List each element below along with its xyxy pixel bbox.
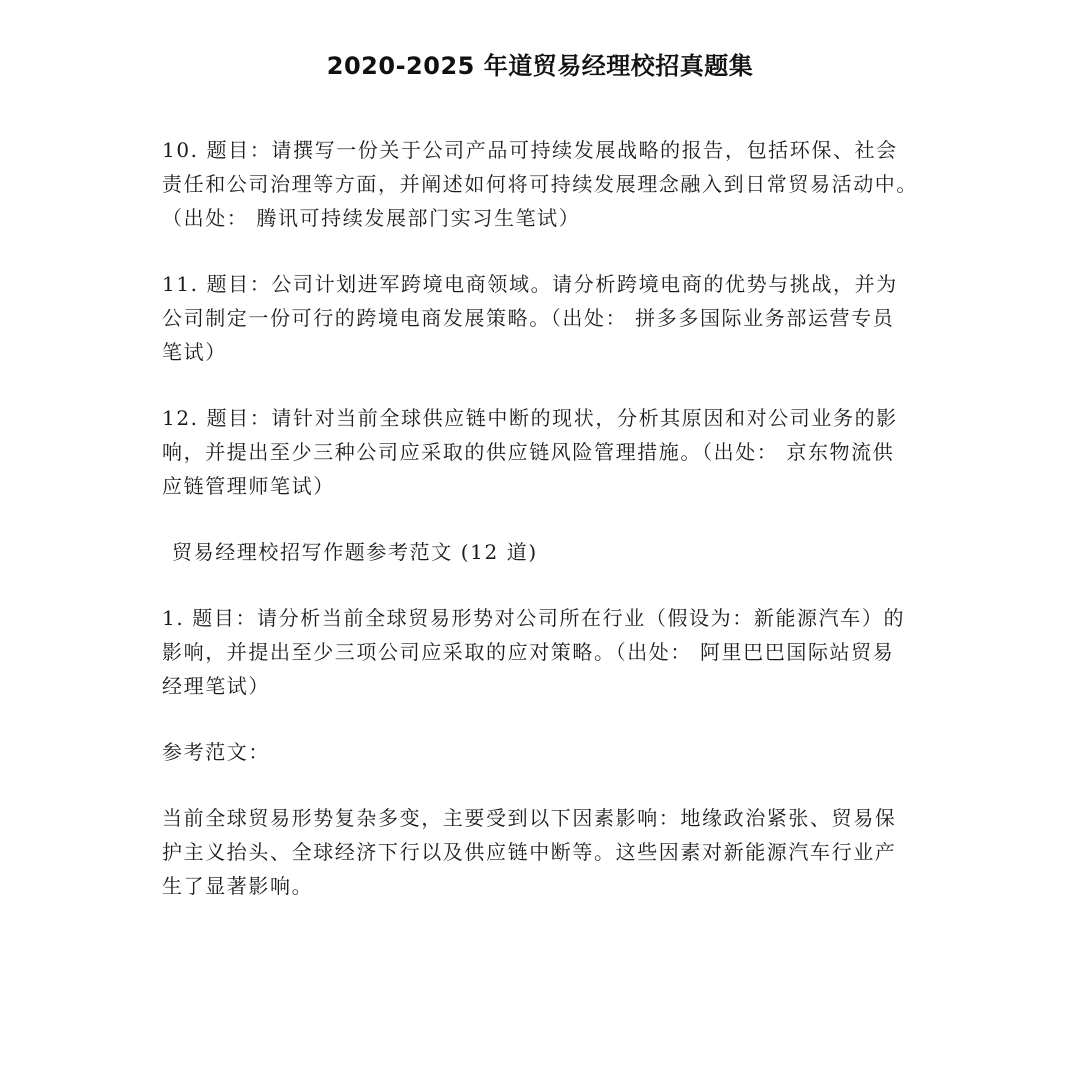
question-10-line: 责任和公司治理等方面，并阐述如何将可持续发展理念融入到日常贸易活动中。 bbox=[162, 172, 918, 196]
reference-body bbox=[162, 801, 922, 903]
document-title: 2020-2025 年道贸易经理校招真题集 bbox=[326, 52, 754, 80]
question-11-line: 公司制定一份可行的跨境电商发展策略。（出处： 拼多多国际业务部运营专员 bbox=[162, 306, 895, 330]
question-11-line: 11. 题目：公司计划进军跨境电商领域。请分析跨境电商的优势与挑战，并为 bbox=[162, 272, 898, 296]
question-1-line: 1. 题目：请分析当前全球贸易形势对公司所在行业（假设为：新能源汽车）的 bbox=[162, 606, 906, 630]
question-1-line: 影响，并提出至少三项公司应采取的应对策略。（出处： 阿里巴巴国际站贸易 bbox=[162, 640, 895, 664]
reference-label: 参考范文： bbox=[162, 740, 270, 764]
section-heading: 贸易经理校招写作题参考范文 (12 道) bbox=[172, 540, 538, 564]
question-12-line: 应链管理师笔试） bbox=[162, 474, 335, 498]
question-10-line: 10. 题目：请撰写一份关于公司产品可持续发展战略的报告，包括环保、社会 bbox=[162, 138, 898, 162]
question-11 bbox=[162, 267, 922, 369]
reference-body-line: 当前全球贸易形势复杂多变，主要受到以下因素影响：地缘政治紧张、贸易保 bbox=[162, 806, 897, 830]
question-10 bbox=[162, 133, 922, 235]
question-12-line: 响，并提出至少三种公司应采取的供应链风险管理措施。（出处： 京东物流供 bbox=[162, 440, 895, 464]
document-body bbox=[162, 133, 922, 935]
question-1-line: 经理笔试） bbox=[162, 674, 270, 698]
reference-body-line: 护主义抬头、全球经济下行以及供应链中断等。这些因素对新能源汽车行业产 bbox=[162, 840, 897, 864]
question-1 bbox=[162, 601, 922, 703]
question-12-line: 12. 题目：请针对当前全球供应链中断的现状，分析其原因和对公司业务的影 bbox=[162, 406, 898, 430]
question-11-line: 笔试） bbox=[162, 340, 227, 364]
reference-body-line: 生了显著影响。 bbox=[162, 874, 314, 898]
question-12 bbox=[162, 401, 922, 503]
question-10-line: （出处： 腾讯可持续发展部门实习生笔试） bbox=[162, 206, 581, 230]
